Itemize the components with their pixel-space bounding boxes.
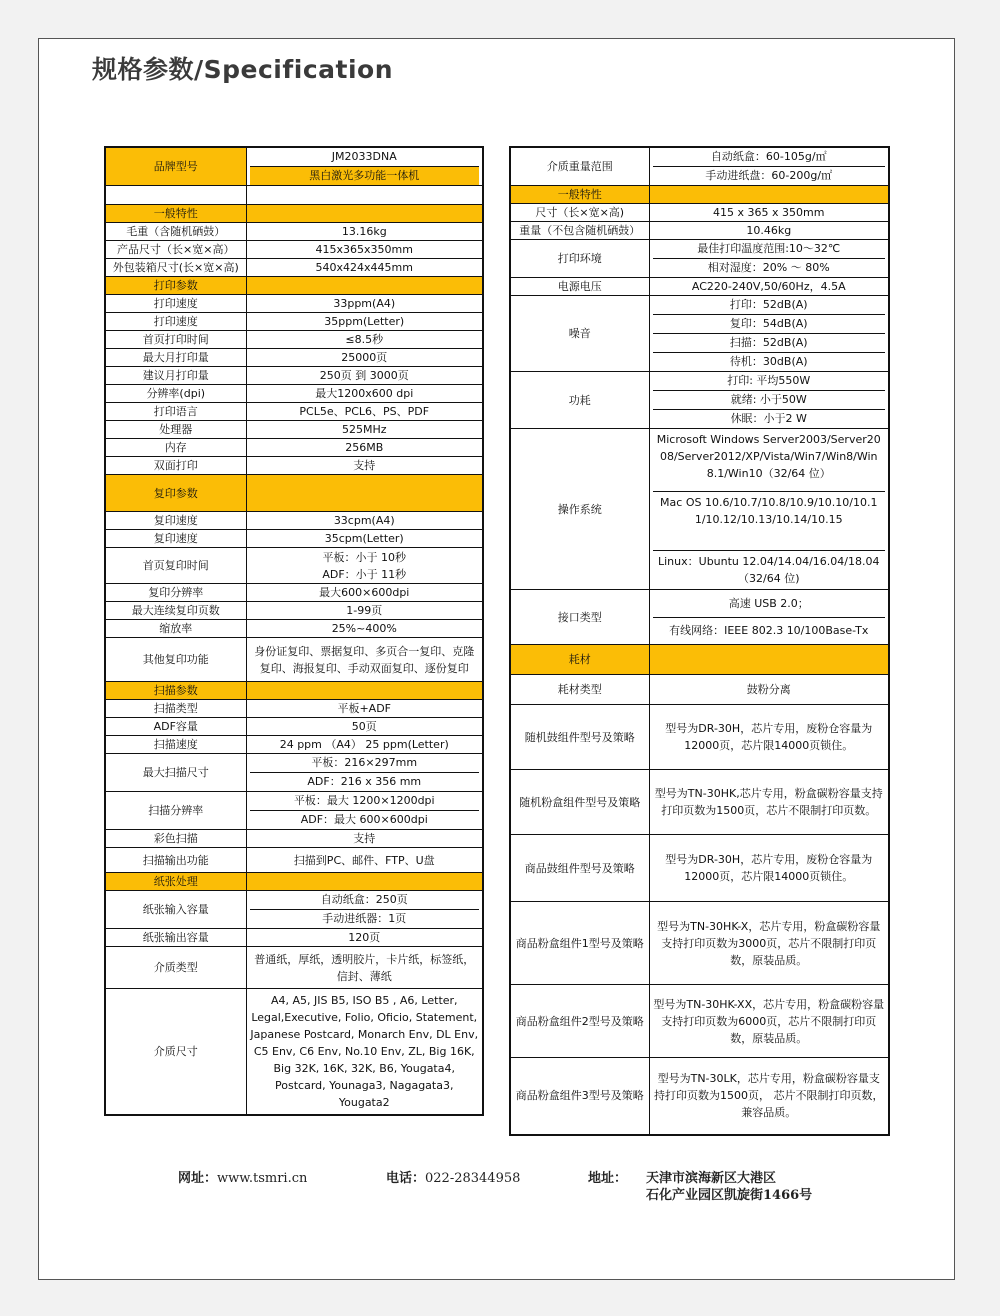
row-label: 彩色扫描 <box>105 830 246 848</box>
section-copy: 复印参数 <box>105 475 246 512</box>
row-label: 最大扫描尺寸 <box>105 754 246 792</box>
row-value: 型号为DR-30H，芯片专用，废粉仓容量为12000页，芯片限14000页锁住。 <box>649 705 889 770</box>
row-label: 复印分辨率 <box>105 584 246 602</box>
section-paper: 纸张处理 <box>105 873 246 891</box>
row-label: 双面打印 <box>105 457 246 475</box>
row-value: 待机：30dB(A) <box>729 355 808 368</box>
row-value: 525MHz <box>246 421 483 439</box>
row-value: 平板：216×297mm <box>250 754 480 773</box>
row-value: 50页 <box>246 718 483 736</box>
row-label: 商品粉盒组件1型号及策略 <box>510 902 649 985</box>
row-label: 商品粉盒组件3型号及策略 <box>510 1058 649 1135</box>
footer-phone <box>386 1167 520 1186</box>
row-label: ADF容量 <box>105 718 246 736</box>
spec-table-left <box>104 146 484 1116</box>
row-label: 打印语言 <box>105 403 246 421</box>
row-value: 25000页 <box>246 349 483 367</box>
row-label: 其他复印功能 <box>105 638 246 682</box>
row-value: 打印：52dB(A) <box>653 296 886 315</box>
row-value: ADF：小于 11秒 <box>322 567 407 581</box>
model-desc: 黑白激光多功能一体机 <box>250 167 480 185</box>
row-value: 平板：最大 1200×1200dpi <box>250 792 480 811</box>
row-value: 10.46kg <box>649 222 889 240</box>
row-value: 最佳打印温度范围:10～32℃ <box>653 240 886 259</box>
row-label: 电源电压 <box>510 278 649 296</box>
row-label: 介质尺寸 <box>105 989 246 1115</box>
row-value: 型号为DR-30H，芯片专用，废粉仓容量为12000页，芯片限14000页锁住。 <box>649 835 889 902</box>
row-label: 介质重量范围 <box>510 147 649 186</box>
row-value: 平板+ADF <box>246 700 483 718</box>
row-label: 复印速度 <box>105 530 246 548</box>
row-value: 35ppm(Letter) <box>246 313 483 331</box>
row-value: 13.16kg <box>246 223 483 241</box>
row-value: 540x424x445mm <box>246 259 483 277</box>
row-value: 250页 到 3000页 <box>246 367 483 385</box>
row-value: 型号为TN-30HK-XX，芯片专用，粉盒碳粉容量支持打印页数为6000页，芯片不限制打印页数，原装品质。 <box>649 985 889 1058</box>
row-label: 扫描类型 <box>105 700 246 718</box>
row-value: 平板：小于 10秒 <box>322 550 406 564</box>
row-value: 35cpm(Letter) <box>246 530 483 548</box>
row-value: 33cpm(A4) <box>246 512 483 530</box>
row-label: 噪音 <box>510 296 649 372</box>
row-value: 打印: 平均550W <box>653 372 886 391</box>
row-label: 外包装箱尺寸(长×宽×高) <box>105 259 246 277</box>
row-value: 最大600×600dpi <box>246 584 483 602</box>
row-label: 分辨率(dpi) <box>105 385 246 403</box>
row-value: 自动纸盒：250页 <box>250 891 480 910</box>
row-value: 自动纸盒：60-105g/㎡ <box>653 148 886 167</box>
row-label: 介质类型 <box>105 947 246 989</box>
row-value: 鼓粉分离 <box>649 675 889 705</box>
row-label: 随机鼓组件型号及策略 <box>510 705 649 770</box>
row-value: 身份证复印、票据复印、多页合一复印、克隆复印、海报复印、手动双面复印、逐份复印 <box>246 638 483 682</box>
row-value: 支持 <box>246 457 483 475</box>
row-label: 接口类型 <box>510 590 649 645</box>
row-label: 首页复印时间 <box>105 548 246 584</box>
row-value: 型号为TN-30LK，芯片专用，粉盒碳粉容量支持打印页数为1500页， 芯片不限制打印页数，兼容品质。 <box>649 1058 889 1135</box>
row-label: 毛重（含随机硒鼓） <box>105 223 246 241</box>
website-link[interactable]: www.tsmri.cn <box>217 1171 308 1186</box>
model-value: JM2033DNA <box>250 148 480 167</box>
row-value: 扫描：52dB(A) <box>653 334 886 353</box>
section-general: 一般特性 <box>105 205 246 223</box>
row-value: 相对湿度：20% ～ 80% <box>707 261 830 274</box>
row-value: 24 ppm （A4） 25 ppm(Letter) <box>246 736 483 754</box>
row-value: 最大1200x600 dpi <box>246 385 483 403</box>
row-value: 25%~400% <box>246 620 483 638</box>
row-value: 1-99页 <box>246 602 483 620</box>
spec-table-right <box>509 146 890 1136</box>
row-value: ADF：最大 600×600dpi <box>300 813 428 826</box>
section-print: 打印参数 <box>105 277 246 295</box>
address-line-1: 天津市滨海新区大港区 <box>646 1171 777 1186</box>
row-value: 高速 USB 2.0； <box>653 590 886 618</box>
row-label: 复印速度 <box>105 512 246 530</box>
address-label: 地址： <box>588 1171 628 1186</box>
row-value: PCL5e、PCL6、PS、PDF <box>246 403 483 421</box>
page-title: 规格参数/Specification <box>92 55 394 84</box>
row-value: 扫描到PC、邮件、FTP、U盘 <box>246 848 483 873</box>
row-value: 415 x 365 x 350mm <box>649 204 889 222</box>
phone-label: 电话： <box>386 1171 426 1186</box>
row-value: Microsoft Windows Server2003/Server2008/Server2012/XP/Vista/Win7/Win8/Win8.1/Win10（32/64 位） <box>653 429 886 492</box>
row-label: 扫描输出功能 <box>105 848 246 873</box>
row-label: 缩放率 <box>105 620 246 638</box>
row-label: 纸张输出容量 <box>105 929 246 947</box>
row-label: 产品尺寸（长×宽×高） <box>105 241 246 259</box>
website-label: 网址： <box>178 1171 218 1186</box>
address-line-2: 石化产业园区凯旋街1466号 <box>646 1188 813 1203</box>
row-label: 商品鼓组件型号及策略 <box>510 835 649 902</box>
row-value: 就绪: 小于50W <box>653 391 886 410</box>
row-label: 纸张输入容量 <box>105 891 246 929</box>
row-value: 型号为TN-30HK,芯片专用，粉盒碳粉容量支持打印页数为1500页，芯片不限制打印页数。 <box>649 770 889 835</box>
footer-website <box>178 1167 307 1186</box>
section-general: 一般特性 <box>510 186 649 204</box>
row-label: 打印速度 <box>105 295 246 313</box>
row-label: 功耗 <box>510 372 649 429</box>
row-value: ADF：216 x 356 mm <box>307 775 422 788</box>
row-value: 手动进纸器：1页 <box>322 912 407 925</box>
row-value: 支持 <box>246 830 483 848</box>
row-label: 随机粉盒组件型号及策略 <box>510 770 649 835</box>
row-value: 型号为TN-30HK-X，芯片专用，粉盒碳粉容量支持打印页数为3000页，芯片不限制打印页数，原装品质。 <box>649 902 889 985</box>
row-label: 打印速度 <box>105 313 246 331</box>
row-label: 重量（不包含随机硒鼓） <box>510 222 649 240</box>
footer-address <box>588 1167 627 1186</box>
row-value: A4, A5, JIS B5, ISO B5 , A6, Letter, Legal,Executive, Folio, Oficio, Statement, Japanese Postcard, Monarch Env, DL Env, C5 Env, C6 Env, No.10 Env, ZL, Big 16K, Big 32K, 16K, 32K, B6, Yougata4, Postcard, Younaga3, Nagagata3, Yougata2 <box>246 989 483 1115</box>
row-value: 休眠：小于2 W <box>730 412 807 425</box>
phone-number: 022-28344958 <box>425 1171 521 1186</box>
row-value: 33ppm(A4) <box>246 295 483 313</box>
row-value: AC220-240V,50/60Hz，4.5A <box>649 278 889 296</box>
row-value: 有线网络：IEEE 802.3 10/100Base-Tx <box>669 624 869 637</box>
row-value: Mac OS 10.6/10.7/10.8/10.9/10.10/10.11/10.12/10.13/10.14/10.15 <box>653 492 886 551</box>
row-value: Linux：Ubuntu 12.04/14.04/16.04/18.04（32/64 位) <box>658 555 880 585</box>
row-label: 扫描分辨率 <box>105 792 246 830</box>
row-label: 首页打印时间 <box>105 331 246 349</box>
row-label: 尺寸（长×宽×高) <box>510 204 649 222</box>
row-label: 操作系统 <box>510 429 649 590</box>
row-value: 415x365x350mm <box>246 241 483 259</box>
row-value: 手动进纸盘：60-200g/㎡ <box>705 169 833 182</box>
brand-label: 品牌型号 <box>105 147 246 186</box>
row-label: 打印环境 <box>510 240 649 278</box>
row-label: 处理器 <box>105 421 246 439</box>
row-value: 120页 <box>246 929 483 947</box>
row-label: 商品粉盒组件2型号及策略 <box>510 985 649 1058</box>
section-consumables: 耗材 <box>510 645 649 675</box>
row-label: 内存 <box>105 439 246 457</box>
row-value: 普通纸，厚纸，透明胶片，卡片纸，标签纸，信封、薄纸 <box>246 947 483 989</box>
row-value: 256MB <box>246 439 483 457</box>
section-scan: 扫描参数 <box>105 682 246 700</box>
row-value: ≤8.5秒 <box>246 331 483 349</box>
row-label: 最大连续复印页数 <box>105 602 246 620</box>
row-label: 建议月打印量 <box>105 367 246 385</box>
row-label: 最大月打印量 <box>105 349 246 367</box>
row-label: 扫描速度 <box>105 736 246 754</box>
row-value: 复印：54dB(A) <box>653 315 886 334</box>
row-label: 耗材类型 <box>510 675 649 705</box>
